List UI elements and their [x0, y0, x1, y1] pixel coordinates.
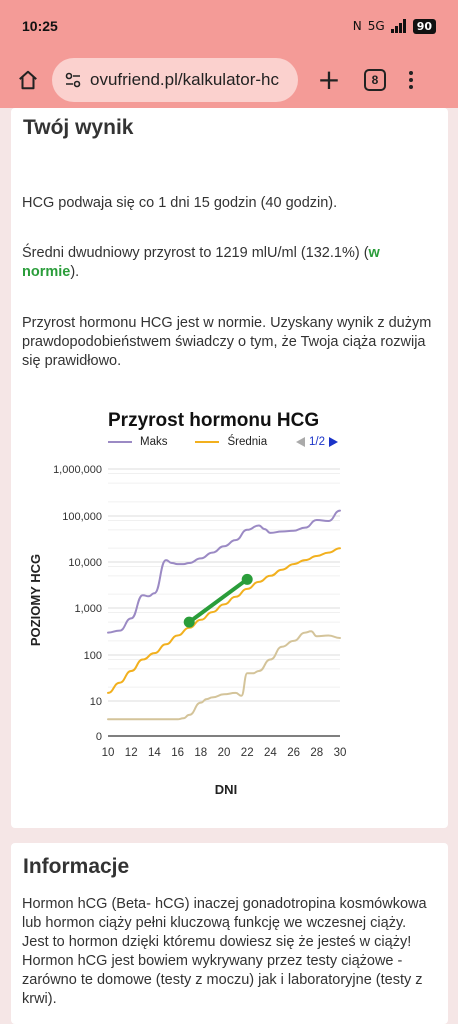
- menu-button[interactable]: [406, 71, 416, 89]
- legend-label: Średnia: [227, 436, 268, 448]
- doubling-text: HCG podwaja się co 1 dni 15 godzin (40 godzin).: [22, 195, 338, 211]
- menu-dot: [409, 85, 413, 89]
- url-text: ovufriend.pl/kalkulator-hc: [90, 70, 279, 89]
- info-card: [11, 843, 448, 1024]
- home-button[interactable]: [10, 62, 46, 98]
- norm-badge: w normie: [22, 245, 380, 280]
- result-point: [184, 617, 195, 628]
- status-bar: [0, 0, 458, 52]
- y-tick-label: 100: [83, 650, 102, 662]
- battery-icon: 90: [413, 19, 436, 34]
- tab-switcher-button[interactable]: 8: [364, 69, 386, 91]
- nfc-icon: N: [352, 19, 362, 33]
- x-tick-label: 14: [148, 747, 161, 759]
- browser-toolbar: [0, 52, 458, 108]
- increase-prefix: Średni dwudniowy przyrost to 1219 mlU/ml (132.1%) (: [22, 245, 369, 261]
- menu-dot: [409, 71, 413, 75]
- x-tick-label: 16: [171, 747, 184, 759]
- menu-dot: [409, 78, 413, 82]
- series-line-2: [108, 631, 340, 719]
- x-tick-label: 20: [217, 747, 231, 759]
- chart-plot: [0, 400, 458, 800]
- status-icons: [353, 19, 436, 34]
- chart-title: Przyrost hormonu HCG: [108, 410, 320, 431]
- y-tick-label: 10: [89, 696, 102, 708]
- status-time: 10:25: [22, 18, 58, 34]
- series-line-3: [189, 579, 247, 622]
- x-axis-label: DNI: [214, 782, 238, 797]
- y-tick-label: 0: [95, 731, 102, 743]
- increase-suffix: ).: [70, 264, 80, 280]
- pager-label: 1/2: [309, 436, 325, 448]
- address-bar[interactable]: [52, 58, 298, 102]
- new-tab-button[interactable]: +: [317, 63, 341, 96]
- y-tick-label: 100,000: [62, 511, 102, 523]
- signal-icon: [391, 19, 407, 33]
- x-tick-label: 24: [264, 747, 277, 759]
- x-tick-label: 28: [310, 747, 324, 759]
- series-line-1: [108, 548, 340, 693]
- legend-label: Maks: [140, 436, 168, 448]
- x-tick-label: 10: [101, 747, 115, 759]
- hcg-chart: [0, 400, 458, 800]
- network-label: 5G: [367, 19, 385, 33]
- x-tick-label: 26: [287, 747, 300, 759]
- y-tick-label: 10,000: [68, 557, 102, 569]
- home-icon: [17, 69, 39, 91]
- x-tick-label: 30: [333, 747, 347, 759]
- series-line-0: [108, 511, 340, 633]
- y-axis-label: POZIOMY HCG: [28, 553, 43, 647]
- x-tick-label: 22: [240, 747, 254, 759]
- site-settings-icon[interactable]: [64, 71, 82, 89]
- result-title: Twój wynik: [23, 116, 134, 139]
- y-tick-label: 1,000,000: [53, 464, 102, 476]
- info-title: Informacje: [23, 855, 130, 878]
- result-point: [242, 574, 253, 585]
- summary-text: Przyrost hormonu HCG jest w normie. Uzyskany wynik z dużym prawdopodobieństwem świadczy o tym, że Twoja ciąża rozwija się prawidłowo.: [22, 315, 432, 369]
- increase-text: [22, 244, 432, 282]
- x-tick-label: 12: [124, 747, 138, 759]
- y-tick-label: 1,000: [74, 603, 102, 615]
- info-text: Hormon hCG (Beta- hCG) inaczej gonadotropina kosmówkowa lub hormon ciąży pełni kluczową funkcję we wczesnej ciąży. Jest to hormon dzięki któremu dowiesz się że jesteś w ciąży! Hormon hCG jest bowiem wykrywany przez testy ciążowe - zarówno te domowe (testy z moczu) jak i laboratoryjne (testy z krwi).: [22, 896, 427, 1007]
- x-tick-label: 18: [194, 747, 208, 759]
